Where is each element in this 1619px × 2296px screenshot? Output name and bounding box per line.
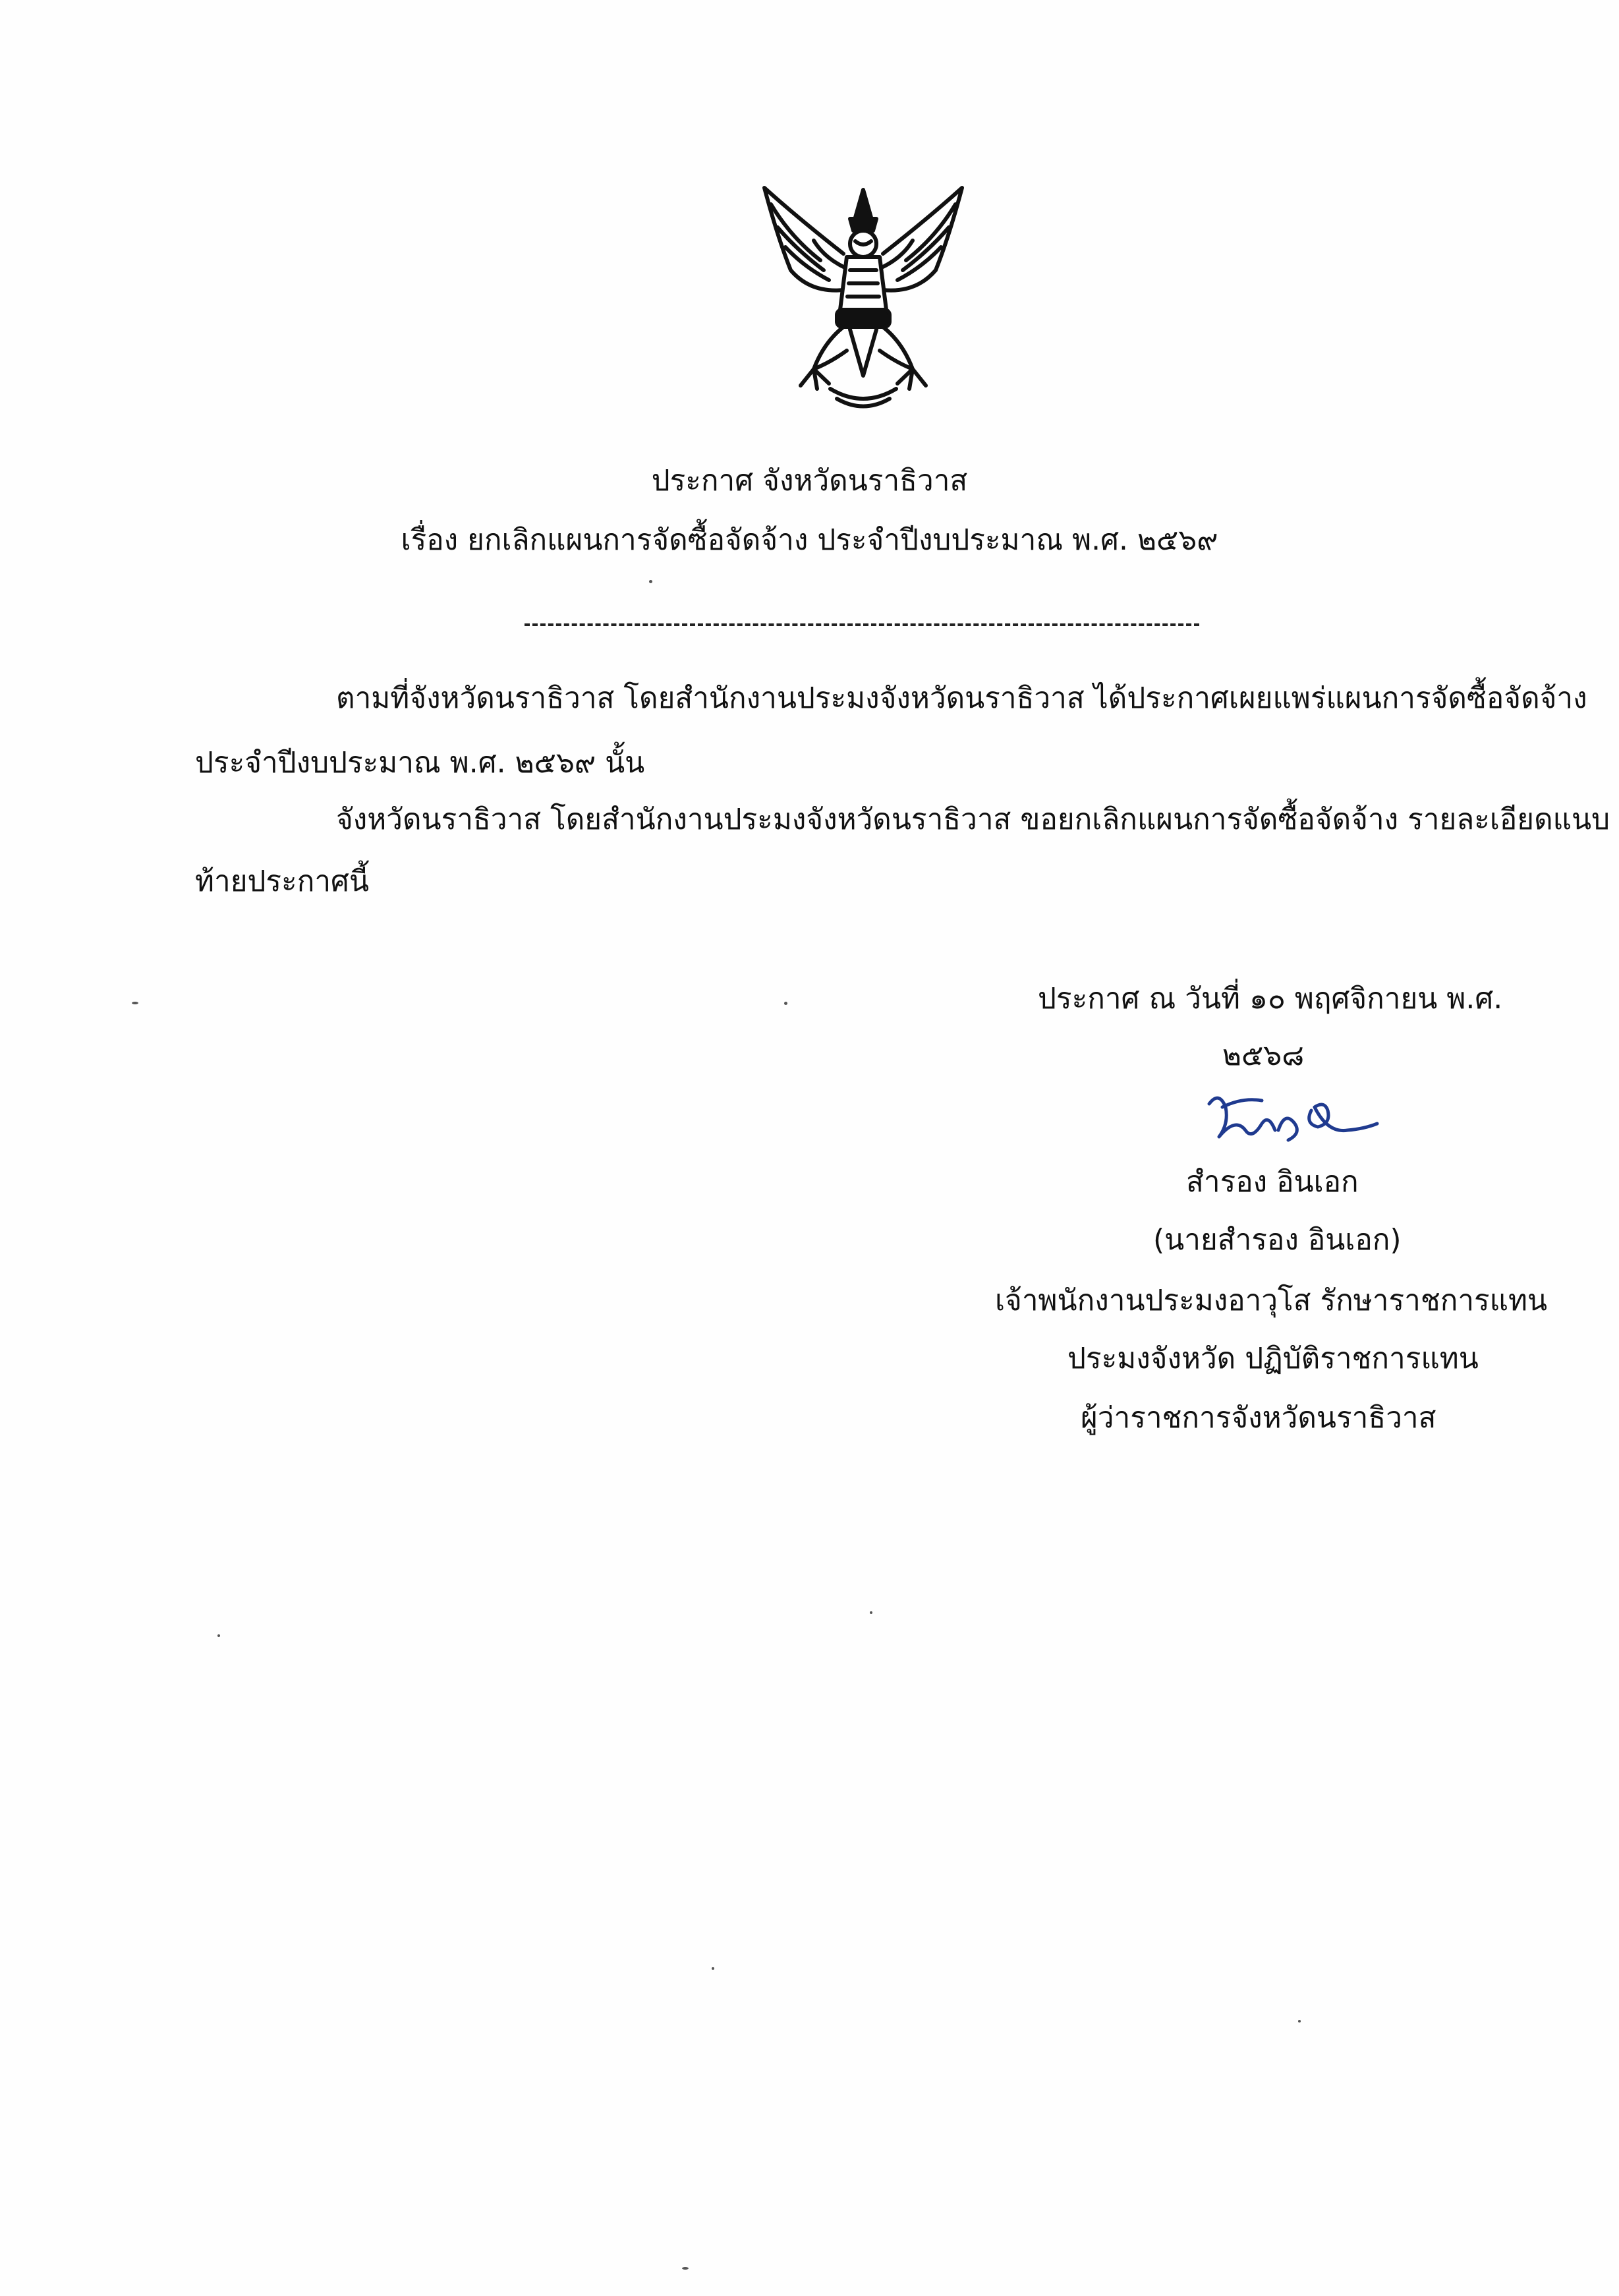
signer-position-line-2: ประมงจังหวัด ปฏิบัติราชการแทน <box>1067 1342 1479 1375</box>
scan-speck <box>217 1634 220 1637</box>
body-paragraph-1-line-1: ตามที่จังหวัดนราธิวาส โดยสำนักงานประมงจังหวัดนราธิวาส ได้ประกาศเผยแพร่แผนการจัดซื้อจัดจ้าง <box>336 681 1587 715</box>
signer-name: สำรอง อินเอก <box>1186 1165 1359 1199</box>
announcement-date: ประกาศ ณ วันที่ ๑๐ พฤศจิกายน พ.ศ. <box>1038 982 1503 1016</box>
body-paragraph-2-line-1: จังหวัดนราธิวาส โดยสำนักงานประมงจังหวัดนราธิวาส ขอยกเลิกแผนการจัดซื้อจัดจ้าง รายละเอียดแนบ <box>336 803 1610 836</box>
scan-speck <box>132 1002 138 1004</box>
scan-speck <box>784 1002 787 1005</box>
body-paragraph-2-line-2: ท้ายประกาศนี้ <box>195 865 370 898</box>
scan-speck <box>1298 2020 1301 2023</box>
header-divider <box>525 623 1199 626</box>
signer-full-name: (นายสำรอง อินเอก) <box>1153 1223 1402 1257</box>
scan-speck <box>682 2267 689 2270</box>
signer-position-line-3: ผู้ว่าราชการจังหวัดนราธิวาส <box>1081 1401 1436 1435</box>
garuda-emblem <box>751 178 975 415</box>
handwritten-signature <box>1196 1084 1384 1160</box>
signer-position-line-1: เจ้าพนักงานประมงอาวุโส รักษาราชการแทน <box>995 1284 1548 1317</box>
scan-speck <box>712 1967 714 1970</box>
announcement-title: ประกาศ จังหวัดนราธิวาส <box>651 464 968 498</box>
announcement-subject: เรื่อง ยกเลิกแผนการจัดซื้อจัดจ้าง ประจำปีงบประมาณ พ.ศ. ๒๕๖๙ <box>401 523 1218 557</box>
scan-speck <box>649 580 652 583</box>
body-paragraph-1-line-2: ประจำปีงบประมาณ พ.ศ. ๒๕๖๙ นั้น <box>195 746 645 780</box>
scan-speck <box>870 1611 872 1614</box>
announcement-year: ๒๕๖๘ <box>1222 1039 1305 1072</box>
